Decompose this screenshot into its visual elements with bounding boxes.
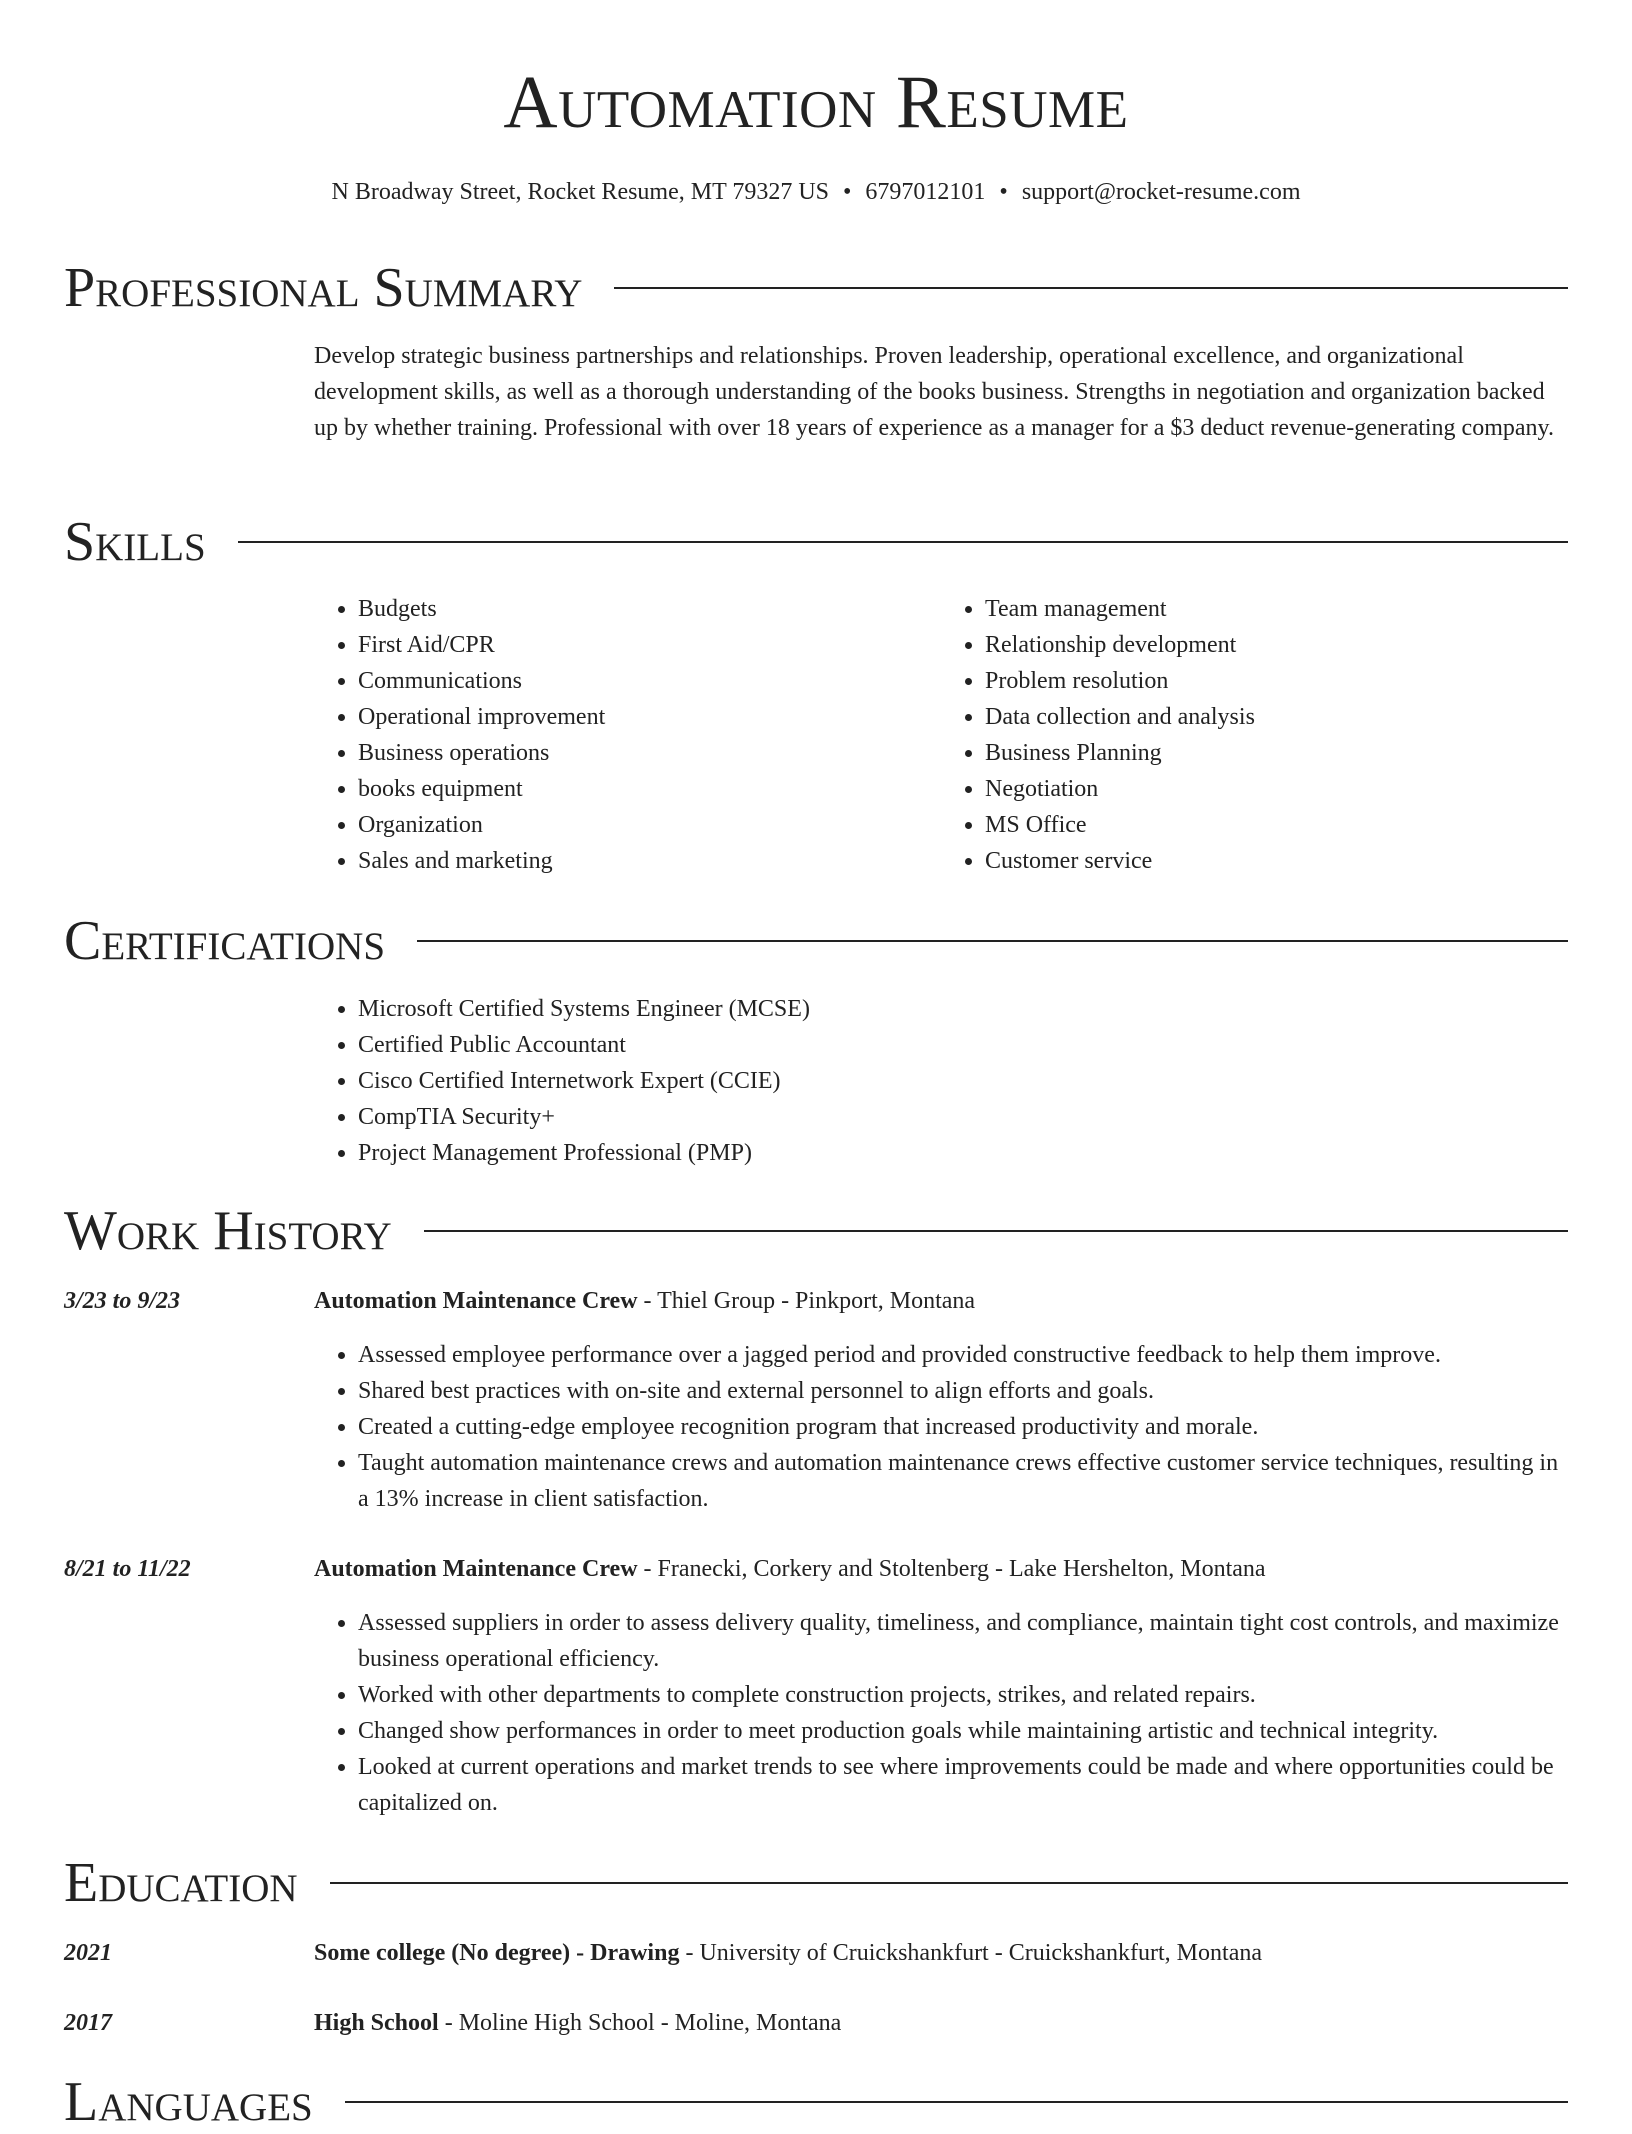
skill-item: • Budgets: [358, 591, 941, 627]
education-line: [314, 1935, 1568, 1971]
skill-item: • books equipment: [358, 771, 941, 807]
skill-item: • Operational improvement: [358, 699, 941, 735]
section-divider: [417, 940, 1568, 942]
resume-name: Automation Resume: [503, 61, 1129, 144]
job-bullet: • Assessed suppliers in order to assess delivery quality, timeliness, and compliance, maintain tight cost controls, and maximize business operational efficiency.: [358, 1605, 1568, 1677]
section-divider: [614, 287, 1568, 289]
skill-item: • Team management: [985, 591, 1568, 627]
contact-phone: 6797012101: [865, 179, 986, 205]
certification-item: • Project Management Professional (PMP): [358, 1135, 1568, 1171]
job-bullet: • Looked at current operations and market trends to see where improvements could be made and where opportunities could be capitalized on.: [358, 1749, 1568, 1821]
skill-item: • Data collection and analysis: [985, 699, 1568, 735]
skills-block: [314, 591, 1568, 879]
section-header-skills: [64, 510, 1568, 574]
skill-item: • Communications: [358, 663, 941, 699]
section-title: Education: [64, 1852, 298, 1914]
contact-address: N Broadway Street, Rocket Resume, MT 79327 US: [331, 179, 829, 205]
section-title: Skills: [64, 511, 206, 573]
skill-item: • Customer service: [985, 843, 1568, 879]
job-bullet: • Taught automation maintenance crews and automation maintenance crews effective customer service techniques, resulting in a 13% increase in client satisfaction.: [358, 1445, 1568, 1517]
section-divider: [345, 2101, 1568, 2103]
education-degree: Some college (No degree) - Drawing: [314, 1940, 680, 1966]
job-bullets-block: [314, 1605, 1568, 1821]
skill-item: • Relationship development: [985, 627, 1568, 663]
section-header-summary: [64, 256, 1568, 320]
job-date: 8/21 to 11/22: [64, 1556, 191, 1582]
job-position: Automation Maintenance Crew: [314, 1288, 638, 1314]
education-school: - University of Cruickshankfurt - Cruickshankfurt, Montana: [679, 1940, 1262, 1966]
section-header-work-history: [64, 1199, 1568, 1263]
skill-item: • Sales and marketing: [358, 843, 941, 879]
education-school: - Moline High School - Moline, Montana: [438, 2010, 842, 2036]
skill-item: • Business Planning: [985, 735, 1568, 771]
summary-block: [314, 338, 1568, 446]
section-divider: [330, 1882, 1568, 1884]
education-year: 2017: [64, 2010, 112, 2036]
certification-item: • Certified Public Accountant: [358, 1027, 1568, 1063]
contact-line: [0, 176, 1632, 208]
certification-item: • CompTIA Security+: [358, 1099, 1568, 1135]
skill-item: • Business operations: [358, 735, 941, 771]
certifications-block: [314, 991, 1568, 1171]
section-divider: [424, 1230, 1568, 1232]
skill-item: • MS Office: [985, 807, 1568, 843]
summary-text: Develop strategic business partnerships and relationships. Proven leadership, operational excellence, and organizational development skills, as well as a thorough understanding of the books business. Strengths in negotiation and organization backed up by whether training. Professional with over 18 years of experience as a manager for a $3 deduct revenue-generating company.: [314, 343, 1554, 441]
education-degree: High School: [314, 2010, 439, 2036]
job-bullet: • Created a cutting-edge employee recognition program that increased productivity and morale.: [358, 1409, 1568, 1445]
section-header-education: [64, 1851, 1568, 1915]
job-bullet: • Assessed employee performance over a jagged period and provided constructive feedback to help them improve.: [358, 1337, 1568, 1373]
section-title: Professional Summary: [64, 257, 583, 319]
section-title: Languages: [64, 2071, 313, 2133]
job-company: - Thiel Group - Pinkport, Montana: [637, 1288, 976, 1314]
job-bullet: • Worked with other departments to complete construction projects, strikes, and related repairs.: [358, 1677, 1568, 1713]
job-position: Automation Maintenance Crew: [314, 1556, 638, 1582]
certification-item: • Cisco Certified Internetwork Expert (CCIE): [358, 1063, 1568, 1099]
contact-email: support@rocket-resume.com: [1021, 179, 1301, 205]
job-title-line: [314, 1283, 1568, 1319]
skill-item: • Problem resolution: [985, 663, 1568, 699]
job-title-line: [314, 1551, 1568, 1587]
section-title: Certifications: [64, 910, 386, 972]
skills-list-left: [314, 591, 941, 879]
job-bullet: • Shared best practices with on-site and external personnel to align efforts and goals.: [358, 1373, 1568, 1409]
certifications-list: [314, 991, 1568, 1171]
section-title: Work History: [64, 1200, 392, 1262]
education-year: 2021: [64, 1940, 112, 1966]
job-company: - Franecki, Corkery and Stoltenberg - Lake Hershelton, Montana: [637, 1556, 1266, 1582]
skills-list-right: [941, 591, 1568, 879]
job-bullets: [314, 1605, 1568, 1821]
section-header-certifications: [64, 909, 1568, 973]
education-line: [314, 2005, 1568, 2041]
section-header-languages: [64, 2070, 1568, 2134]
skill-item: • Organization: [358, 807, 941, 843]
job-bullets-block: [314, 1337, 1568, 1517]
contact-separator: •: [999, 179, 1008, 205]
certification-item: • Microsoft Certified Systems Engineer (MCSE): [358, 991, 1568, 1027]
contact-separator: •: [843, 179, 852, 205]
job-date: 3/23 to 9/23: [64, 1288, 181, 1314]
job-bullets: [314, 1337, 1568, 1517]
job-bullet: • Changed show performances in order to meet production goals while maintaining artistic and technical integrity.: [358, 1713, 1568, 1749]
skill-item: • Negotiation: [985, 771, 1568, 807]
skill-item: • First Aid/CPR: [358, 627, 941, 663]
section-divider: [238, 541, 1568, 543]
